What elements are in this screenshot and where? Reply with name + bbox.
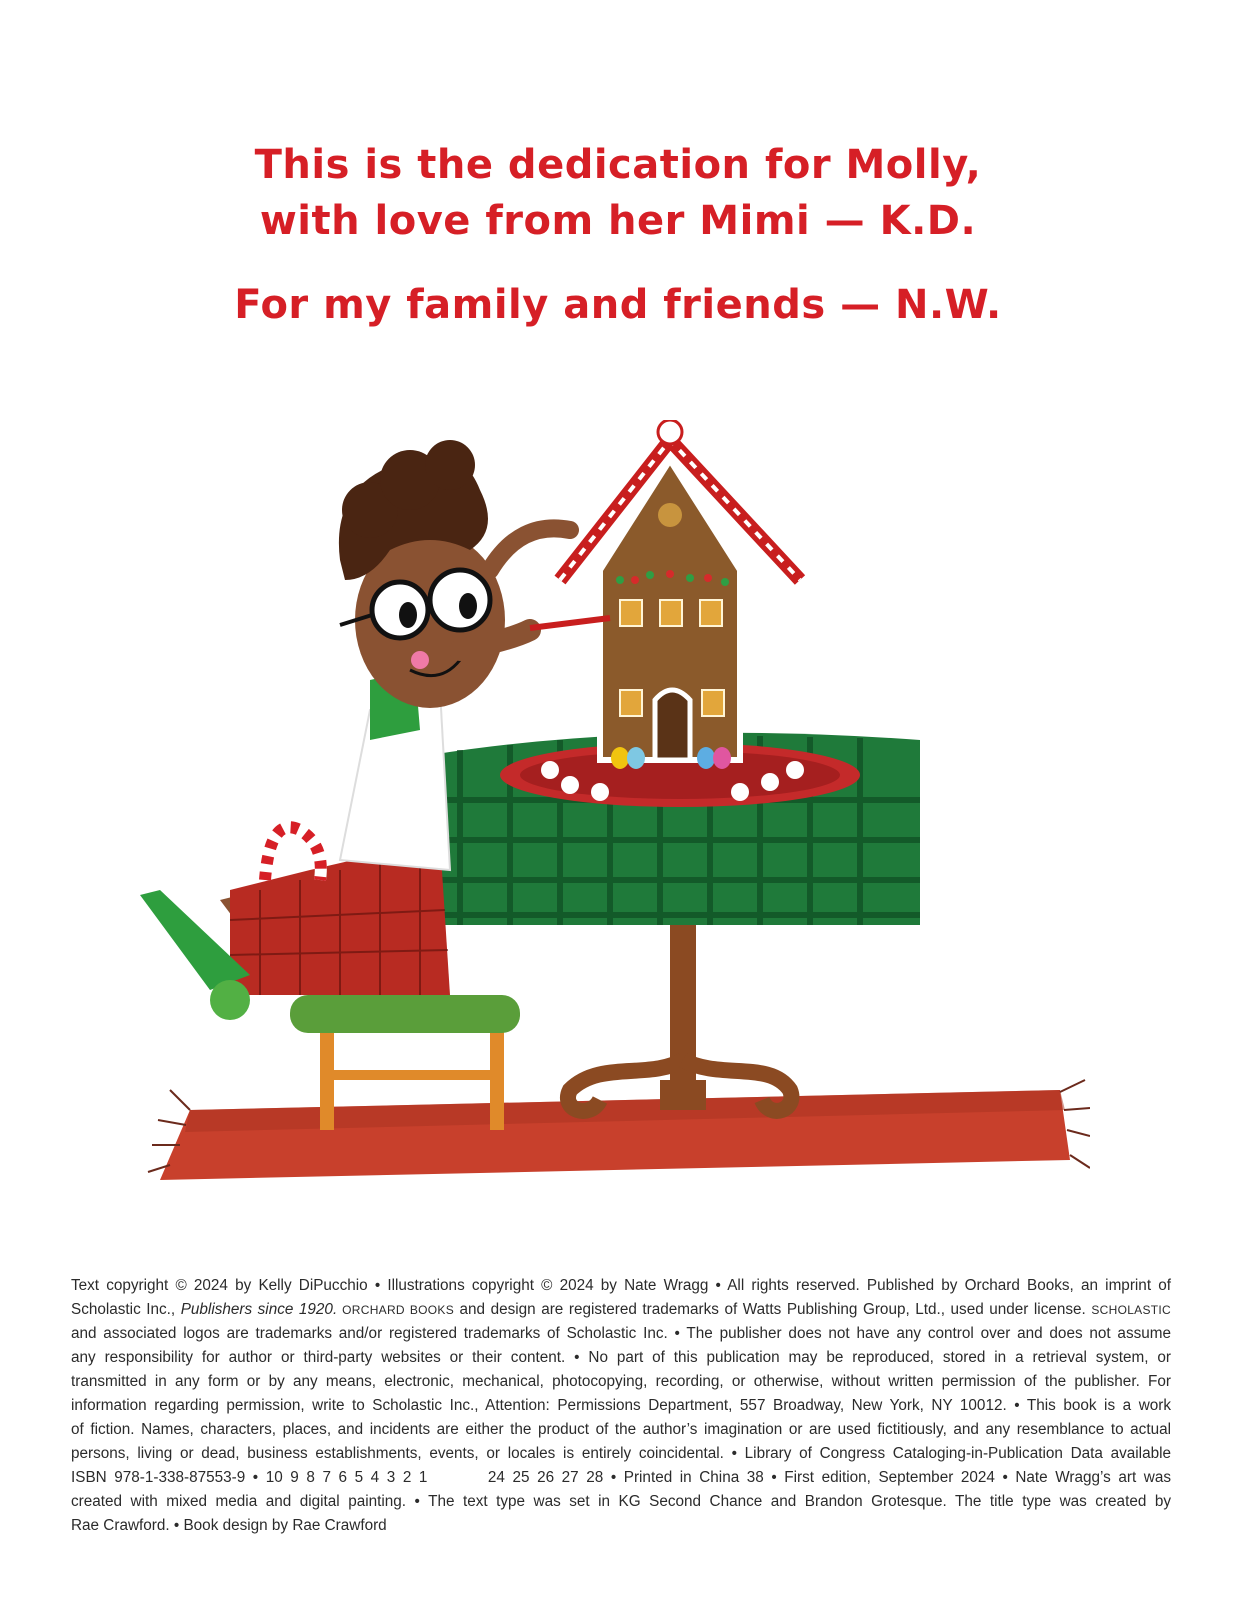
- copyright-line: persons, living or dead, business establishments, events, or locales is entirely coincidental. • Library of Congress Cataloging-in-Publication Data available: [71, 1445, 1171, 1462]
- copyright-fragment: Scholastic Inc.,: [71, 1301, 181, 1318]
- copyright-line: created with mixed media and digital painting. • The text type was set in KG Second Chance and Brandon Grotesque. The title type was created by: [71, 1493, 1171, 1510]
- copyright-line: and associated logos are trademarks and/or registered trademarks of Scholastic Inc. • The publisher does not have any control over and does not assume: [71, 1325, 1171, 1342]
- dedication-line-2: with love from her Mimi — K.D.: [259, 198, 977, 244]
- dedication-line-3: For my family and friends — N.W.: [234, 282, 1002, 328]
- copyright-line: information regarding permission, write to Scholastic Inc., Attention: Permissions Department, 557 Broadway, New York, NY 10012. • This book is a work: [71, 1397, 1171, 1414]
- copyright-line: any responsibility for author or third-party websites or their content. • No part of this publication may be reproduced, stored in a retrieval system, or: [71, 1349, 1171, 1366]
- isbn-line: ISBN 978-1-338-87553-9 • 10 9 8 7 6 5 4 3 2 1 24 25 26 27 28 • Printed in China 38 • First edition, September 2024 • Nate Wragg’s art was: [71, 1469, 1171, 1486]
- copyright-line: transmitted in any form or by any means, electronic, mechanical, photocopying, recording, or otherwise, without written permission of the publisher. For: [71, 1373, 1171, 1390]
- rug: [148, 1080, 1090, 1180]
- girl: [140, 440, 610, 1020]
- girl-decorating-gingerbread-house-icon: [130, 420, 1090, 1210]
- publisher-tagline: Publishers since 1920.: [180, 1301, 338, 1318]
- dedication-line-1: This is the dedication for Molly,: [254, 142, 982, 188]
- orchard-books-mark: ORCHARD BOOKS: [337, 1303, 454, 1317]
- copyright-block: [71, 1274, 1171, 1538]
- copyright-line: of fiction. Names, characters, places, and incidents are either the product of the author’s imagination or are used fictitiously, and any resemblance to actual: [71, 1421, 1171, 1438]
- copyright-line: Rae Crawford. • Book design by Rae Crawford: [71, 1517, 387, 1534]
- copyright-line: [71, 1298, 1171, 1322]
- scholastic-mark: SCHOLASTIC: [1091, 1303, 1172, 1317]
- copyright-line: Text copyright © 2024 by Kelly DiPucchio • Illustrations copyright © 2024 by Nate Wragg • All rights reserved. Published by Orchard Books, an imprint of: [71, 1277, 1171, 1294]
- copyright-fragment: and design are registered trademarks of Watts Publishing Group, Ltd., used under license.: [454, 1301, 1092, 1318]
